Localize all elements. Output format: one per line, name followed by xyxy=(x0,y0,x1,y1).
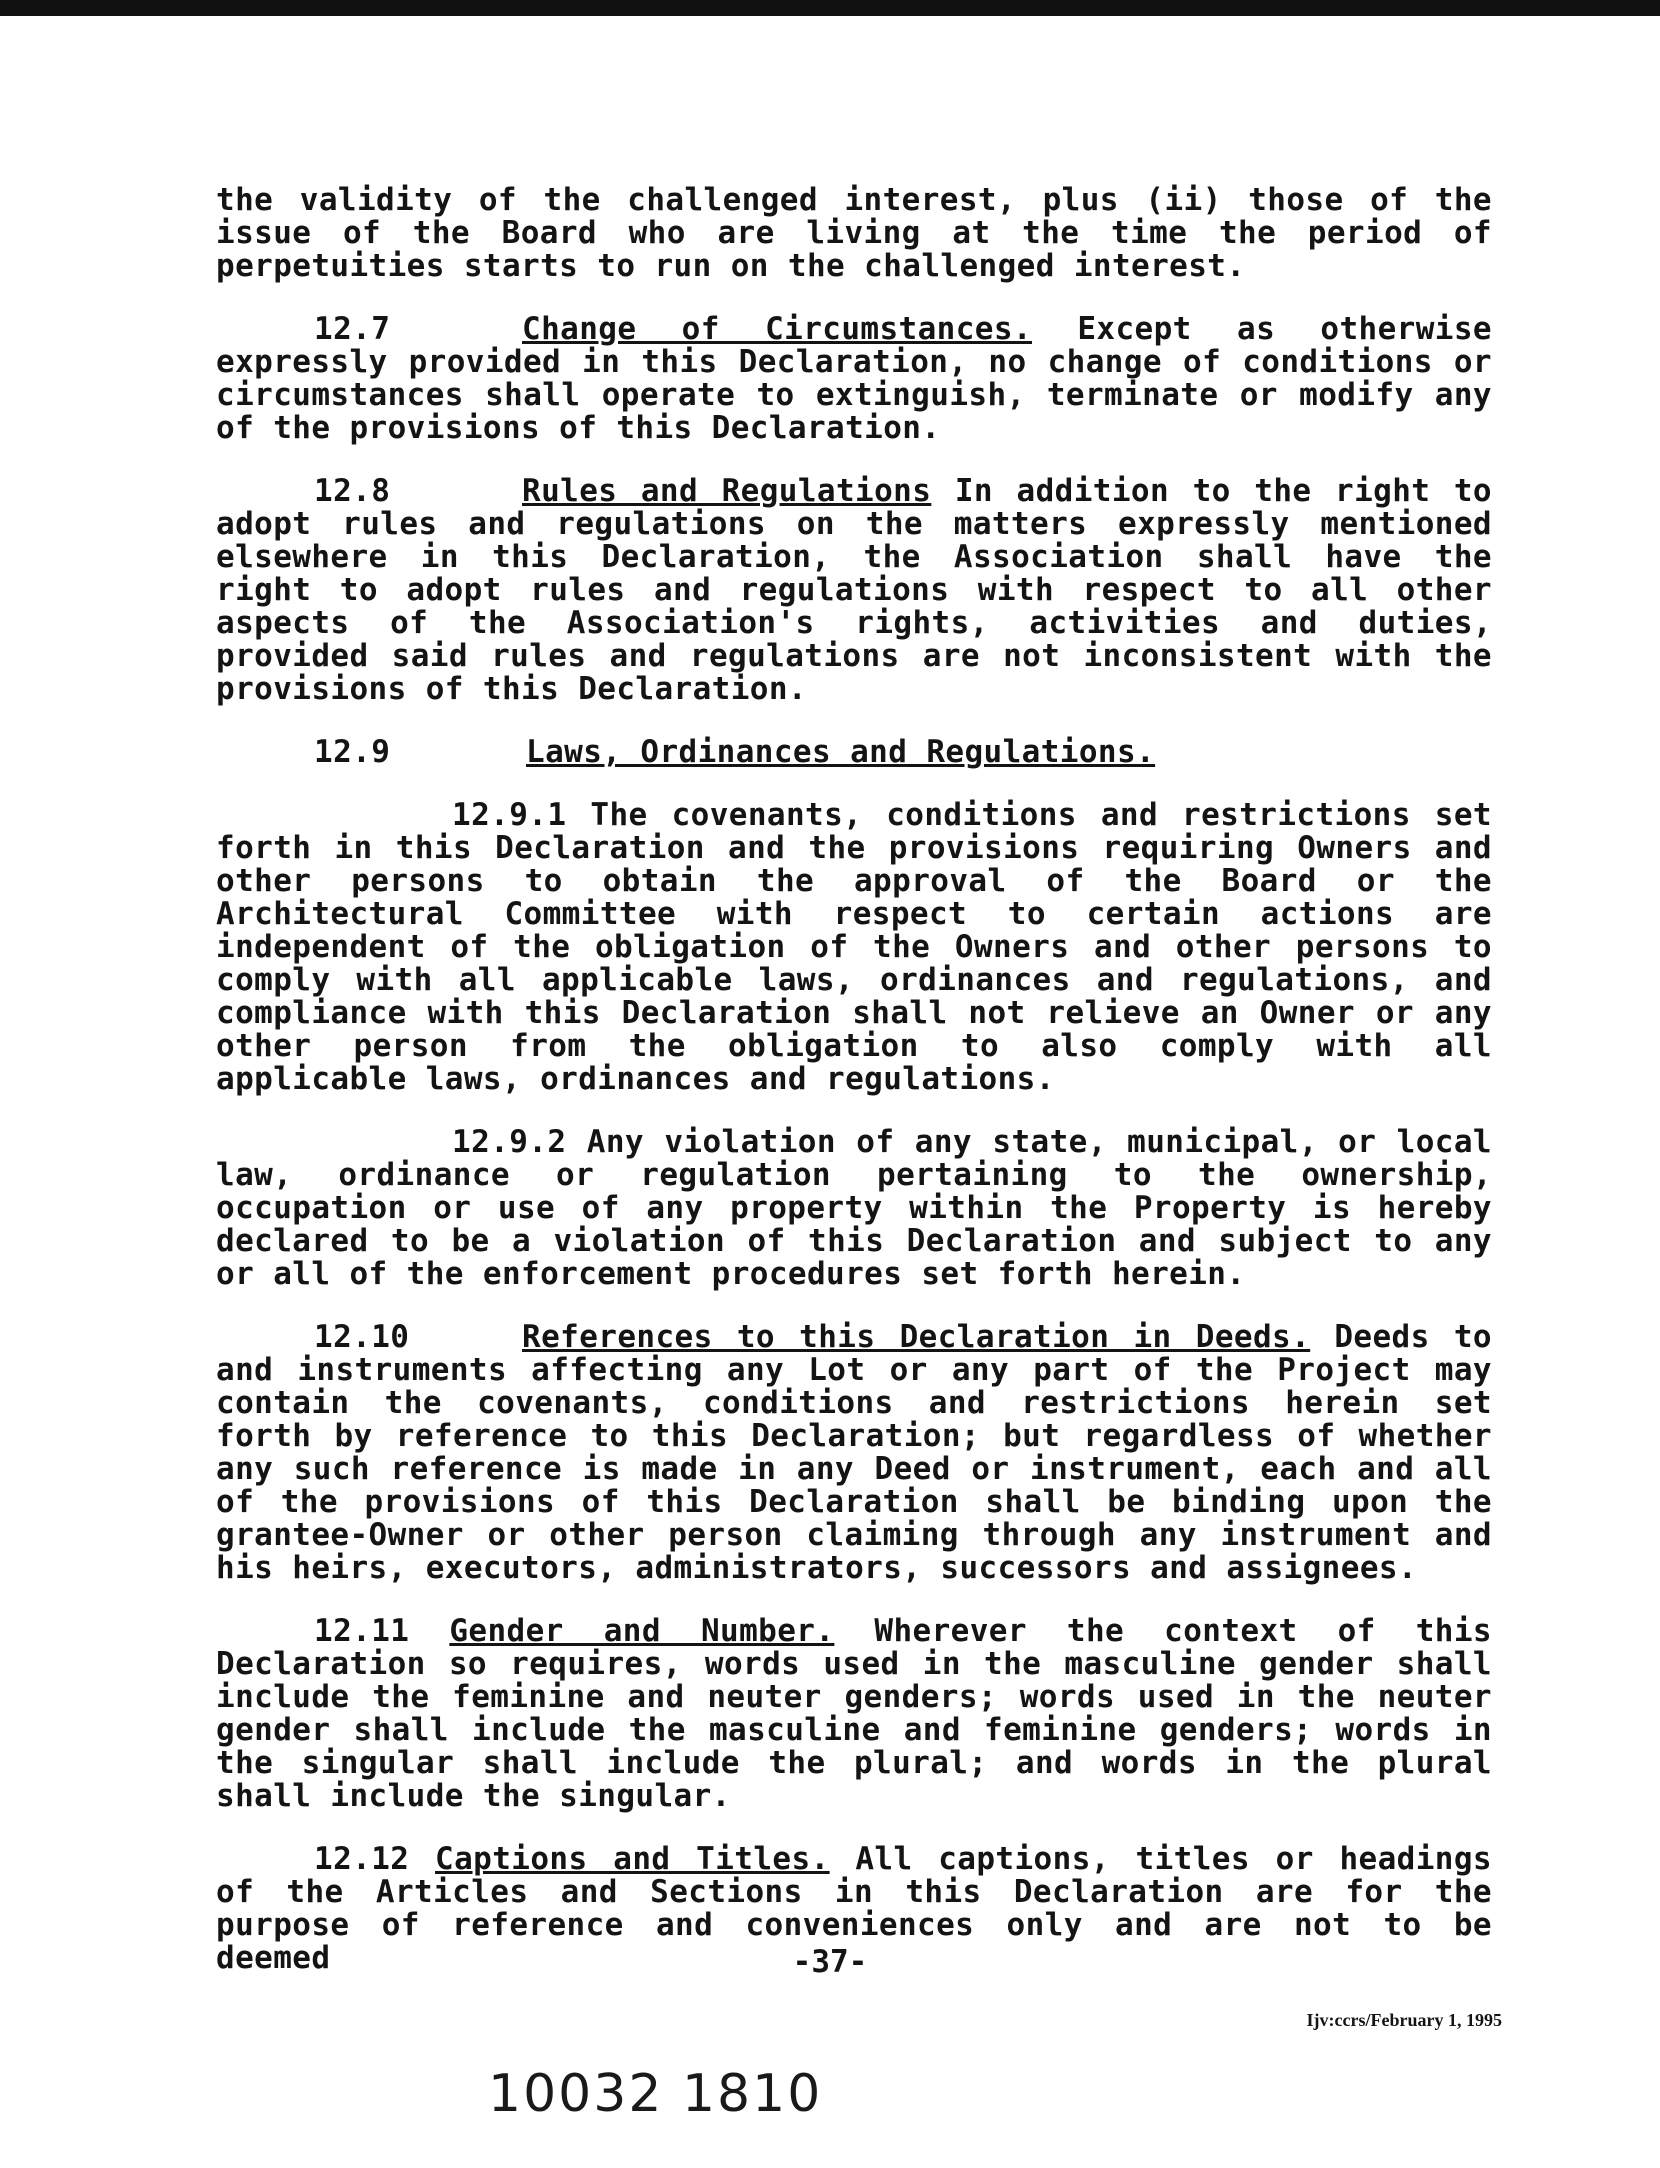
section-number: 12.10 xyxy=(314,1319,410,1355)
section-heading: Change of Circumstances. xyxy=(522,311,1033,347)
section-body: In addition to the right to adopt rules and regulations on the matters expressly mentioned elsewhere in this Declaration, the Association shall have the right to adopt rules and regulations with respect to all other aspects of the Association's rights, activities and duties, provided said rules and regulations are not inconsistent with the provisions of this Declaration. xyxy=(216,473,1492,707)
section-12-11 xyxy=(216,1615,1492,1813)
section-body: Deeds to and instruments affecting any Lot or any part of the Project may contain the covenants, conditions and restrictions herein set forth by reference to this Declaration; but regardless of whether any such reference is made in any Deed or instrument, each and all of the provisions of this Declaration shall be binding upon the grantee-Owner or other person claiming through any instrument and his heirs, executors, administrators, successors and assignees. xyxy=(216,1319,1492,1586)
section-number: 12.8 xyxy=(314,473,391,509)
section-12-7 xyxy=(216,313,1492,445)
page-number: -37- xyxy=(792,1944,868,1980)
paragraph-continuation: the validity of the challenged interest, plus (ii) those of the issue of the Board who are living at the time the period of perpetuities starts to run on the challenged interest. xyxy=(216,182,1492,284)
section-number: 12.7 xyxy=(314,311,391,347)
section-12-9-2 xyxy=(216,1126,1492,1291)
section-number: 12.12 xyxy=(314,1841,410,1877)
section-number: 12.11 xyxy=(314,1613,410,1649)
section-12-9 xyxy=(216,736,1492,769)
section-number: 12.9 xyxy=(314,734,391,770)
section-12-10 xyxy=(216,1321,1492,1585)
section-heading: Captions and Titles. xyxy=(435,1841,830,1877)
section-12-9-1 xyxy=(216,799,1492,1096)
document-page xyxy=(216,184,1492,1975)
section-body: The covenants, conditions and restrictions set forth in this Declaration and the provisions requiring Owners and other persons to obtain the approval of the Board or the Architectural Committee with respect to certain actions are independent of the obligation of the Owners and other persons to comply with all applicable laws, ordinances and regulations, and compliance with this Declaration shall not relieve an Owner or any other person from the obligation to also comply with all applicable laws, ordinances and regulations. xyxy=(216,797,1492,1097)
file-date-stamp: Ijv:ccrs/February 1, 1995 xyxy=(1306,2010,1502,2030)
section-body: Wherever the context of this Declaration so requires, words used in the masculine gender shall include the feminine and neuter genders; words used in the neuter gender shall include the masculine and feminine genders; words in the singular shall include the plural; and words in the plural shall include the singular. xyxy=(216,1613,1492,1814)
section-heading: Gender and Number. xyxy=(449,1613,835,1649)
section-heading: Rules and Regulations xyxy=(522,473,932,509)
section-number: 12.9.2 xyxy=(452,1124,567,1160)
section-body: Any violation of any state, municipal, or local law, ordinance or regulation pertaining to the ownership, occupation or use of any property within the Property is hereby declared to be a violation of this Declaration and subject to any or all of the enforcement procedures set forth herein. xyxy=(216,1124,1492,1292)
section-heading: Laws, Ordinances and Regulations. xyxy=(526,734,1156,770)
section-body: All captions, titles or headings of the Articles and Sections in this Declaration are for the purpose of reference and conveniences only and are not to be deemed xyxy=(216,1841,1492,1976)
section-body: Except as otherwise expressly provided in this Declaration, no change of conditions or circumstances shall operate to extinguish, terminate or modify any of the provisions of this Declaration. xyxy=(216,311,1492,446)
section-heading: References to this Declaration in Deeds. xyxy=(522,1319,1311,1355)
document-number: 10032 1810 xyxy=(488,2064,823,2124)
section-number: 12.9.1 xyxy=(452,797,567,833)
scan-top-edge xyxy=(0,0,1660,16)
section-12-8 xyxy=(216,475,1492,706)
